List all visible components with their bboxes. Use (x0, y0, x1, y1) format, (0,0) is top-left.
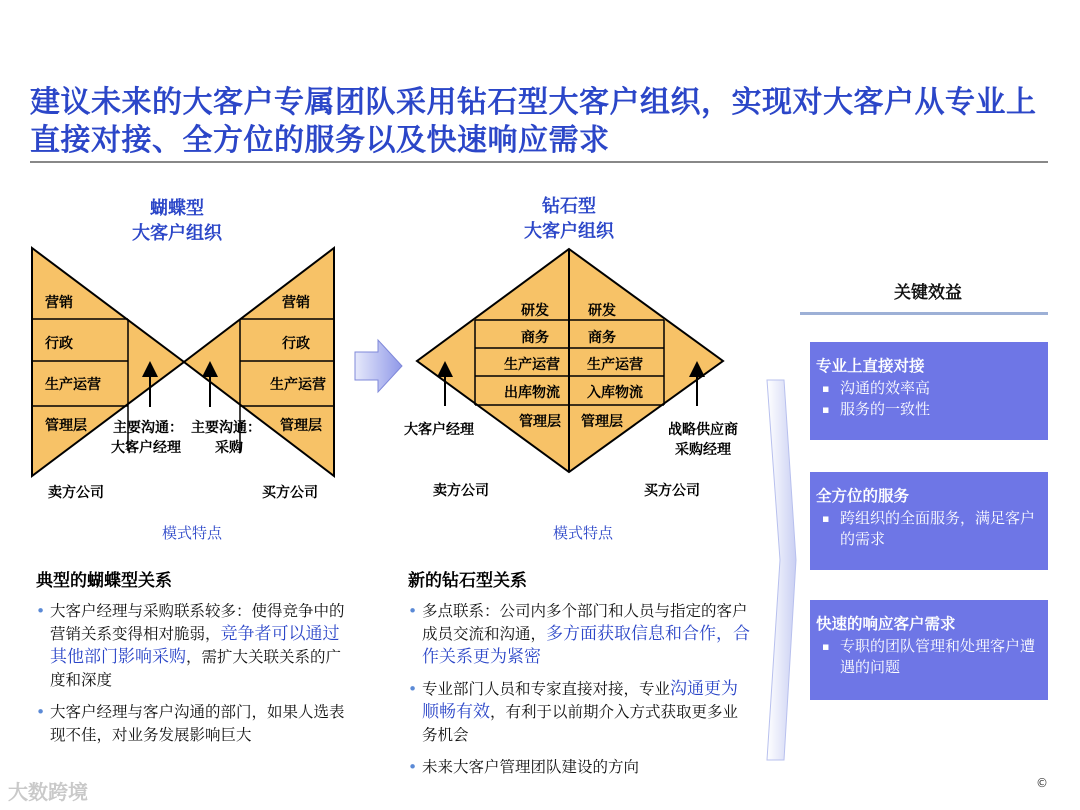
butterfly-section-heading: 典型的蝴蝶型关系 (36, 571, 172, 591)
benefit-2-point-1: ▪ 跨组织的全面服务，满足客户的需求 (816, 508, 1040, 550)
diamond-left-row-2: 商务 (521, 330, 549, 346)
buyer-comm-line2: 采购 (215, 440, 243, 456)
seller-comm-line2: 大客户经理 (111, 440, 181, 456)
diamond-diagram (404, 195, 738, 542)
diamond-left-row-5: 管理层 (519, 414, 561, 430)
diamond-right-row-4: 入库物流 (587, 385, 643, 401)
diamond-right-row-5: 管理层 (581, 414, 623, 430)
page-title: 建议未来的大客户专属团队采用钻石型大客户组织，实现对大客户从专业上直接对接、全方位的服务以及快速响应需求 (30, 85, 1037, 158)
butterfly-diagram (32, 197, 334, 542)
butterfly-mode-label: 模式特点 (161, 524, 223, 542)
butterfly-left-row-1: 营销 (45, 295, 73, 311)
benefit-title-2: 全方位的服务 (816, 487, 910, 505)
copyright-mark: © (1036, 776, 1048, 790)
benefit-title-1: 专业上直接对接 (816, 357, 925, 375)
diamond-left-row-3: 生产运营 (504, 357, 560, 373)
butterfly-right-row-2: 行政 (282, 336, 310, 352)
diamond-seller-role: 大客户经理 (404, 422, 474, 438)
butterfly-right-row-3: 生产运营 (270, 377, 326, 393)
benefit-title-3: 快速的响应客户需求 (816, 615, 956, 633)
butterfly-left-row-2: 行政 (45, 336, 73, 352)
butterfly-bullet-list (36, 600, 352, 756)
watermark-logo: 大数跨境 (8, 780, 88, 804)
benefit-1-point-1: ▪ 沟通的效率高 (816, 378, 1040, 399)
seller-comm-line1: 主要沟通： (113, 420, 183, 436)
butterfly-right-row-4: 管理层 (280, 418, 322, 434)
buyer-comm-line1: 主要沟通： (191, 420, 261, 436)
diamond-title-line2: 大客户组织 (524, 221, 614, 242)
diamond-bullet-3: • 未来大客户管理团队建设的方向 (408, 756, 753, 779)
butterfly-bullet-1: • 大客户经理与采购联系较多：使得竞争中的营销关系变得相对脆弱，竞争者可以通过其他部门影响采购，需扩大关联关系的广度和深度 (36, 600, 352, 692)
butterfly-bullet-2: • 大客户经理与客户沟通的部门，如果人选表现不佳，对业务发展影响巨大 (36, 701, 352, 747)
diamond-section-heading: 新的钻石型关系 (408, 571, 527, 591)
highlight-text: 多方面获取信息和合作，合作关系更为紧密 (422, 624, 751, 667)
transition-arrow-icon (355, 340, 402, 392)
diamond-right-row-1: 研发 (588, 303, 616, 319)
benefits-chevron-icon (767, 380, 796, 760)
diamond-seller-label: 卖方公司 (433, 483, 489, 499)
diamond-left-row-4: 出库物流 (504, 385, 560, 401)
highlight-text: 竞争者可以通过其他部门影响采购 (50, 624, 340, 667)
diamond-title-line1: 钻石型 (542, 196, 596, 217)
benefits-divider (800, 312, 1048, 315)
benefit-1-point-2: ▪ 服务的一致性 (816, 399, 1040, 420)
butterfly-left-row-4: 管理层 (45, 418, 87, 434)
butterfly-buyer-label: 买方公司 (262, 485, 318, 501)
diamond-buyer-role-line2: 采购经理 (675, 442, 731, 458)
highlight-text: 沟通更为顺畅有效 (422, 679, 739, 722)
butterfly-title-line1: 蝴蝶型 (150, 198, 204, 219)
diamond-bullet-list (408, 600, 753, 788)
benefit-box-1 (810, 342, 1048, 440)
benefits-title: 关键效益 (894, 283, 962, 303)
diamond-buyer-role-line1: 战略供应商 (668, 422, 738, 438)
butterfly-right-row-1: 营销 (282, 295, 310, 311)
butterfly-seller-label: 卖方公司 (48, 485, 104, 501)
benefit-box-3 (810, 600, 1048, 700)
diamond-buyer-label: 买方公司 (644, 483, 700, 499)
diamond-right-row-3: 生产运营 (587, 357, 643, 373)
diamond-mode-label: 模式特点 (552, 524, 614, 542)
benefit-box-2 (810, 472, 1048, 570)
diamond-bullet-2: • 专业部门人员和专家直接对接，专业沟通更为顺畅有效，有利于以前期介入方式获取更多业务机会 (408, 678, 753, 747)
benefit-3-point-1: ▪ 专职的团队管理和处理客户遭遇的问题 (816, 636, 1040, 678)
buyer-triangle (184, 248, 334, 476)
diamond-left-row-1: 研发 (521, 303, 549, 319)
diamond-right-row-2: 商务 (588, 330, 616, 346)
diamond-bullet-1: • 多点联系：公司内多个部门和人员与指定的客户成员交流和沟通，多方面获取信息和合作，合作关系更为紧密 (408, 600, 753, 669)
butterfly-title-line2: 大客户组织 (132, 223, 222, 244)
butterfly-left-row-3: 生产运营 (45, 377, 101, 393)
